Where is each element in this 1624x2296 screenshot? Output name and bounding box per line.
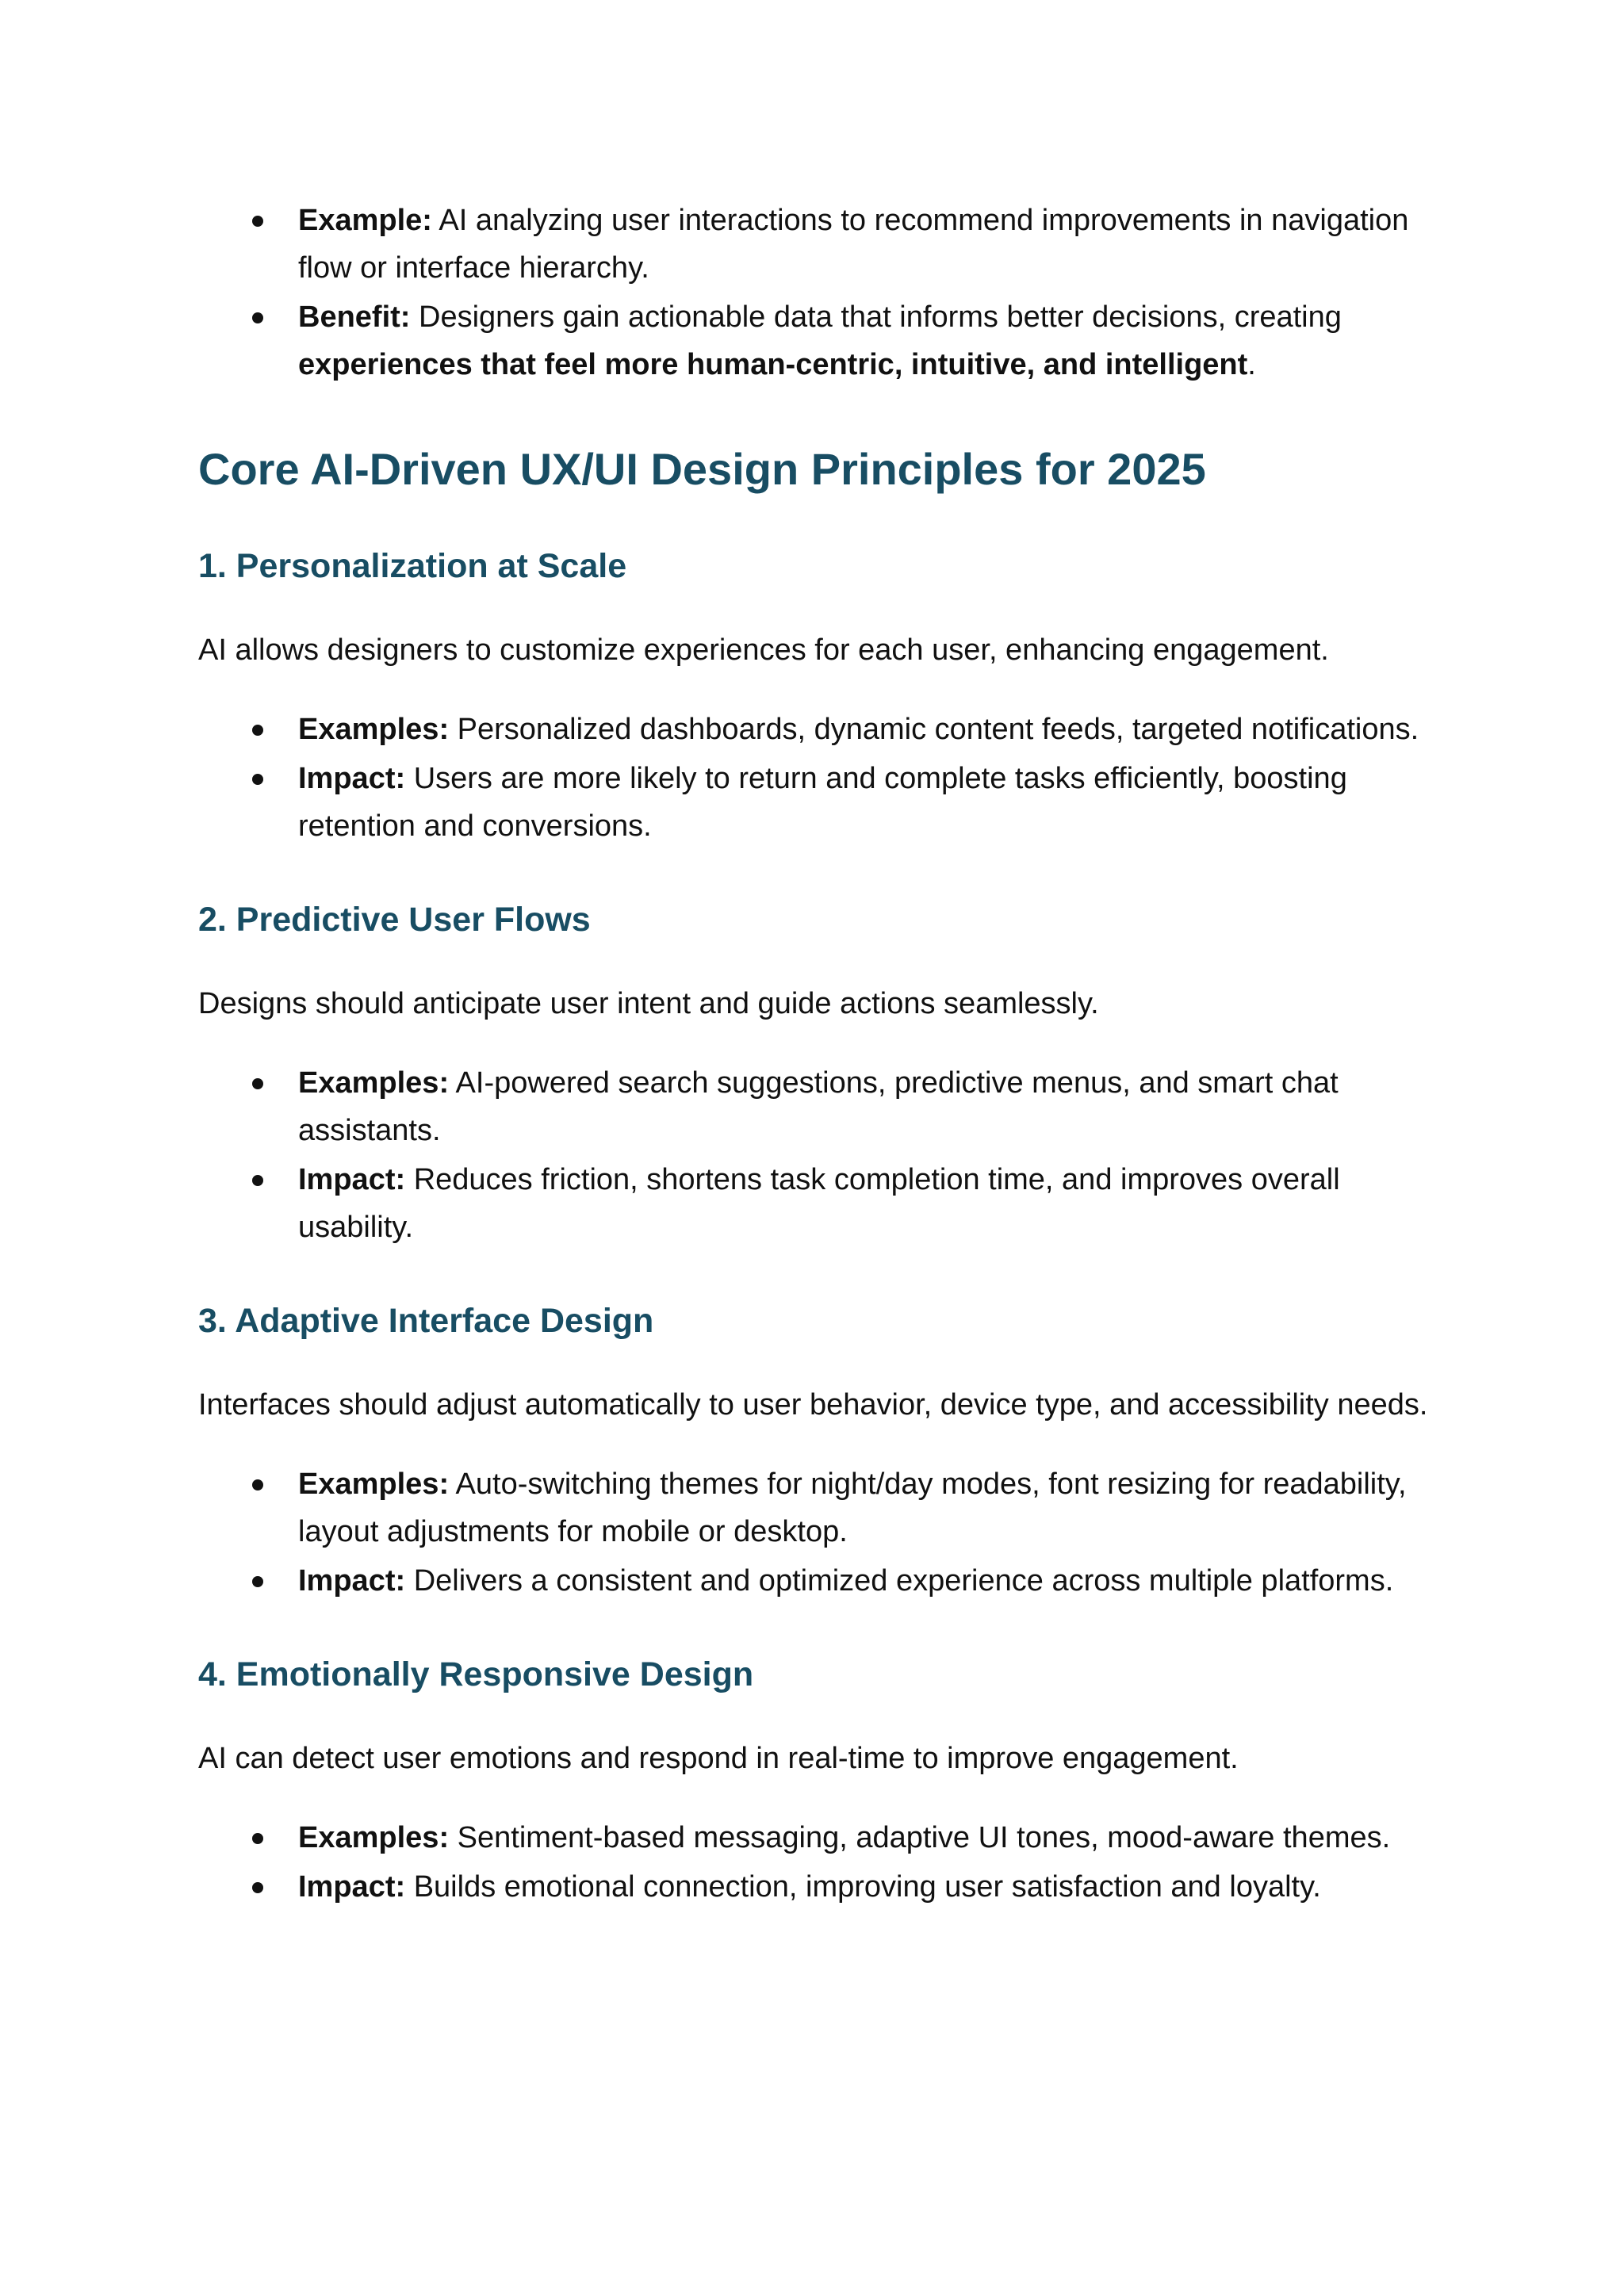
bullet-tail: . bbox=[1247, 348, 1256, 381]
bullet-lead: Benefit: bbox=[298, 300, 411, 334]
principle-bullet-list bbox=[198, 706, 1434, 850]
principle-heading: 3. Adaptive Interface Design bbox=[198, 1302, 654, 1340]
bullet-emphasis: experiences that feel more human-centric, intuitive, and intelligent bbox=[298, 348, 1248, 381]
bullet-lead: Examples: bbox=[298, 713, 450, 746]
bullet-text: Sentiment-based messaging, adaptive UI tones, mood-aware themes. bbox=[449, 1821, 1391, 1854]
principle-bullet-list bbox=[198, 1460, 1434, 1605]
principle-description: Designs should anticipate user intent and guide actions seamlessly. bbox=[198, 987, 1099, 1020]
list-item bbox=[298, 1156, 1434, 1251]
bullet-lead: Impact: bbox=[298, 1163, 406, 1196]
section-title: Core AI-Driven UX/UI Design Principles for 2025 bbox=[198, 444, 1206, 494]
list-item bbox=[298, 755, 1434, 850]
principle-heading: 4. Emotionally Responsive Design bbox=[198, 1655, 754, 1693]
principle-bullet-list bbox=[198, 1814, 1434, 1911]
bullet-lead: Impact: bbox=[298, 1564, 406, 1598]
bullet-lead: Examples: bbox=[298, 1468, 450, 1501]
bullet-lead: Examples: bbox=[298, 1066, 450, 1100]
principle-description: AI allows designers to customize experiences for each user, enhancing engagement. bbox=[198, 633, 1329, 667]
bullet-text: Delivers a consistent and optimized experience across multiple platforms. bbox=[405, 1564, 1394, 1598]
principle-heading: 2. Predictive User Flows bbox=[198, 901, 591, 939]
bullet-text: Builds emotional connection, improving user satisfaction and loyalty. bbox=[405, 1870, 1321, 1904]
list-item bbox=[298, 197, 1434, 292]
list-item bbox=[298, 1814, 1434, 1862]
bullet-lead: Impact: bbox=[298, 762, 406, 795]
bullet-text: Reduces friction, shortens task completion time, and improves overall usability. bbox=[298, 1163, 1340, 1244]
principle-description: AI can detect user emotions and respond in real-time to improve engagement. bbox=[198, 1742, 1239, 1775]
bullet-text: Personalized dashboards, dynamic content feeds, targeted notifications. bbox=[449, 713, 1419, 746]
bullet-lead: Impact: bbox=[298, 1870, 406, 1904]
bullet-text: Auto-switching themes for night/day modes, font resizing for readability, layout adjustments for mobile or desktop. bbox=[298, 1468, 1407, 1548]
list-item bbox=[298, 1557, 1434, 1605]
list-item bbox=[298, 706, 1434, 753]
list-item bbox=[298, 293, 1434, 388]
list-item bbox=[298, 1863, 1434, 1911]
intro-bullet-list bbox=[198, 197, 1434, 388]
principle-description: Interfaces should adjust automatically to user behavior, device type, and accessibility needs. bbox=[198, 1388, 1428, 1422]
list-item bbox=[298, 1460, 1434, 1556]
bullet-lead: Example: bbox=[298, 204, 432, 237]
principle-bullet-list bbox=[198, 1059, 1434, 1251]
bullet-text: Designers gain actionable data that informs better decisions, creating bbox=[410, 300, 1342, 334]
bullet-text: Users are more likely to return and complete tasks efficiently, boosting retention and conversions. bbox=[298, 762, 1347, 843]
bullet-text: AI-powered search suggestions, predictive menus, and smart chat assistants. bbox=[298, 1066, 1339, 1147]
bullet-lead: Examples: bbox=[298, 1821, 450, 1854]
bullet-text: AI analyzing user interactions to recommend improvements in navigation flow or interface hierarchy. bbox=[298, 204, 1409, 285]
list-item bbox=[298, 1059, 1434, 1154]
principle-heading: 1. Personalization at Scale bbox=[198, 547, 627, 585]
